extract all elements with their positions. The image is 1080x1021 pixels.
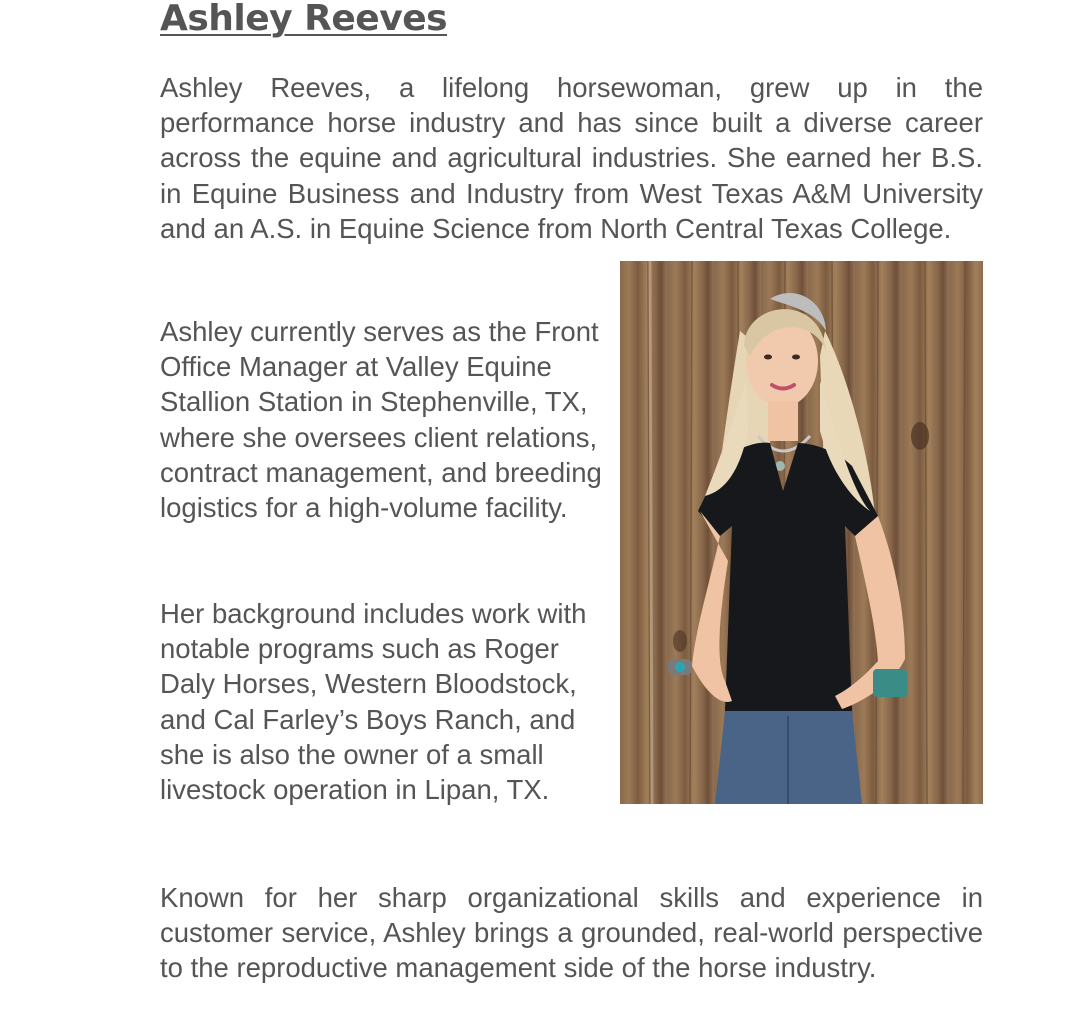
profile-photo <box>620 261 983 804</box>
bio-paragraph-current-role: Ashley currently serves as the Front Office Manager at Valley Equine Stallion Station in Stephenville, TX, where she oversees client relations, contract management, and breeding logistics for a high-volume facility. <box>160 316 602 524</box>
page-title: Ashley Reeves <box>160 0 448 39</box>
bio-paragraph-skills: Known for her sharp organizational skills and experience in customer service, Ashley brings a grounded, real-world perspective to the reproductive management side of the horse industry. <box>160 882 983 984</box>
bio-paragraph-background: Her background includes work with notable programs such as Roger Daly Horses, Western Bloodstock, and Cal Farley’s Boys Ranch, and she is also the owner of a small livestock operation in Lipan, TX. <box>160 598 587 806</box>
bio-paragraph-education: Ashley Reeves, a lifelong horsewoman, grew up in the performance horse industry and has since built a diverse career across the equine and agricultural industries. She earned her B.S. in Equine Business and Industry from West Texas A&M University and an A.S. in Equine Science from North Central Texas College. <box>160 72 983 244</box>
